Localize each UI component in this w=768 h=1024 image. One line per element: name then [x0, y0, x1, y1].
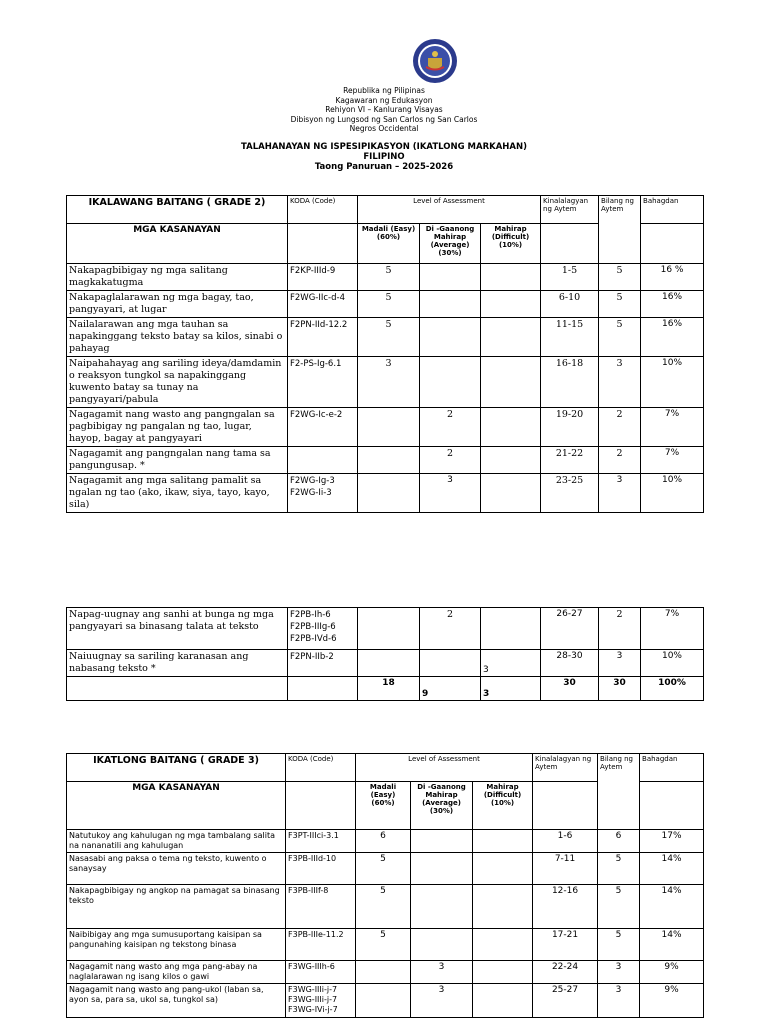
location-cell: 11-15 [541, 318, 599, 357]
easy-cell: 3 [358, 357, 420, 408]
difficult-cell [481, 447, 541, 474]
school-year: Taong Panuruan – 2025-2026 [314, 162, 454, 172]
grade3-table [66, 753, 704, 1018]
easy-cell: 5 [358, 291, 420, 318]
percent-cell: 10% [641, 474, 704, 513]
difficult-cell [481, 264, 541, 291]
easy-cell: 5 [356, 853, 411, 885]
location-cell: 7-11 [533, 853, 598, 885]
location-total: 30 [541, 677, 599, 701]
location-cell: 1-5 [541, 264, 599, 291]
code-cell: F2PN-IId-12.2 [288, 318, 358, 357]
document-title: TALAHANAYAN NG ISPESIPIKASYON (IKATLONG MARKAHAN) [241, 142, 527, 152]
bahagdan-header: Bahagdan [641, 196, 704, 224]
bilang-header: Bilang ng Aytem [598, 754, 640, 830]
grade-title: IKALAWANG BAITANG ( GRADE 2) [67, 196, 288, 224]
difficult-header: Mahirap (Difficult) (10%) [481, 224, 541, 264]
kasanayan-header: MGA KASANAYAN [67, 782, 286, 830]
code-cell: F2-PS-Ig-6.1 [288, 357, 358, 408]
subject-title: FILIPINO [363, 152, 405, 162]
easy-cell [358, 650, 420, 677]
code-cell: F3WG-IIIh-6 [286, 961, 356, 984]
skill-cell: Naibibigay ang mga sumusuportang kaisipan sa pangunahing kaisipan ng tekstong binasa [67, 929, 286, 961]
table-row [67, 650, 704, 677]
count-cell: 6 [598, 830, 640, 853]
easy-cell: 5 [358, 264, 420, 291]
percent-cell: 16% [641, 291, 704, 318]
count-cell: 3 [598, 961, 640, 984]
easy-cell [356, 984, 411, 1018]
percent-cell: 7% [641, 447, 704, 474]
difficult-cell [473, 984, 533, 1018]
koda-header: KODA (Code) [286, 754, 356, 782]
average-header: Di -Gaanong Mahirap (Average) (30%) [411, 782, 473, 830]
table-row [67, 318, 704, 357]
location-cell: 6-10 [541, 291, 599, 318]
average-cell: 3 [411, 961, 473, 984]
location-cell: 22-24 [533, 961, 598, 984]
letterhead-line: Republika ng Pilipinas [343, 86, 425, 95]
average-cell: 2 [420, 447, 481, 474]
count-cell: 3 [598, 984, 640, 1018]
code-cell: F2WG-IIc-d-4 [288, 291, 358, 318]
average-cell: 2 [420, 608, 481, 650]
percent-cell: 7% [641, 408, 704, 447]
totals-row [67, 677, 704, 701]
kinalalagyan-header: Kinalalagyan ng Aytem [541, 196, 599, 224]
location-cell: 23-25 [541, 474, 599, 513]
difficult-cell [481, 318, 541, 357]
count-cell: 3 [599, 474, 641, 513]
skill-cell: Nagagamit nang wasto ang mga pang-abay na naglalarawan ng isang kilos o gawi [67, 961, 286, 984]
table-row [67, 961, 704, 984]
code-cell: F3PB-IIIe-11.2 [286, 929, 356, 961]
location-cell: 26-27 [541, 608, 599, 650]
average-cell [411, 853, 473, 885]
code-cell: F2PN-IIb-2 [288, 650, 358, 677]
grade2-table [66, 195, 704, 513]
average-header: Di -Gaanong Mahirap (Average) (30%) [420, 224, 481, 264]
percent-total: 100% [641, 677, 704, 701]
skill-cell: Nagagamit nang wasto ang pangngalan sa pagbibigay ng pangalan ng tao, lugar, hayop, bagay at pangyayari [67, 408, 288, 447]
count-cell: 5 [599, 318, 641, 357]
average-cell [420, 264, 481, 291]
difficult-header: Mahirap (Difficult) (10%) [473, 782, 533, 830]
average-cell [411, 929, 473, 961]
bahagdan-header: Bahagdan [640, 754, 704, 782]
average-cell: 3 [420, 474, 481, 513]
easy-header: Madali (Easy) (60%) [356, 782, 411, 830]
code-cell: F3WG-IIIi-j-7 F3WG-IIIi-j-7 F3WG-IVi-j-7 [286, 984, 356, 1018]
code-cell [288, 447, 358, 474]
easy-cell: 5 [356, 885, 411, 929]
skill-cell: Nailalarawan ang mga tauhan sa napakinggang teksto batay sa kilos, sinabi o pahayag [67, 318, 288, 357]
skill-cell: Natutukoy ang kahulugan ng mga tambalang salita na nananatili ang kahulugan [67, 830, 286, 853]
table-row [67, 357, 704, 408]
count-cell: 5 [598, 929, 640, 961]
table-row [67, 447, 704, 474]
code-cell: F3PT-IIIci-3.1 [286, 830, 356, 853]
percent-cell: 9% [640, 984, 704, 1018]
level-header: Level of Assessment [356, 754, 533, 782]
difficult-cell [473, 929, 533, 961]
average-cell [420, 357, 481, 408]
percent-cell: 16 % [641, 264, 704, 291]
code-cell: F3PB-IIId-10 [286, 853, 356, 885]
difficult-cell [481, 608, 541, 650]
count-total: 30 [599, 677, 641, 701]
difficult-cell [481, 474, 541, 513]
code-cell: F2WG-Ic-e-2 [288, 408, 358, 447]
location-cell: 19-20 [541, 408, 599, 447]
code-cell: F2PB-Ih-6 F2PB-IIIg-6 F2PB-IVd-6 [288, 608, 358, 650]
percent-cell: 7% [641, 608, 704, 650]
easy-cell: 6 [356, 830, 411, 853]
table-row [67, 929, 704, 961]
easy-cell: 5 [356, 929, 411, 961]
koda-header: KODA (Code) [288, 196, 358, 224]
count-cell: 5 [598, 853, 640, 885]
average-cell [411, 830, 473, 853]
location-cell: 21-22 [541, 447, 599, 474]
percent-cell: 10% [641, 650, 704, 677]
table-row [67, 408, 704, 447]
code-cell: F3PB-IIIf-8 [286, 885, 356, 929]
table-row [67, 291, 704, 318]
average-cell [411, 885, 473, 929]
skill-cell: Naiuugnay sa sariling karanasan ang nabasang teksto * [67, 650, 288, 677]
count-cell: 2 [599, 408, 641, 447]
difficult-cell: 3 [481, 650, 541, 677]
count-cell: 3 [599, 650, 641, 677]
percent-cell: 14% [640, 853, 704, 885]
table-row [67, 264, 704, 291]
table-row [67, 608, 704, 650]
code-cell: F2KP-IIId-9 [288, 264, 358, 291]
location-cell: 28-30 [541, 650, 599, 677]
average-cell: 2 [420, 408, 481, 447]
count-cell: 5 [598, 885, 640, 929]
count-cell: 5 [599, 291, 641, 318]
location-cell: 1-6 [533, 830, 598, 853]
easy-cell [356, 961, 411, 984]
table-row [67, 830, 704, 853]
document-title-block [0, 142, 768, 172]
skill-cell: Naipahahayag ang sariling ideya/damdamin o reaksyon tungkol sa napakinggang kuwento batay sa tunay na pangyayari/pabula [67, 357, 288, 408]
location-cell: 12-16 [533, 885, 598, 929]
easy-cell: 5 [358, 318, 420, 357]
skill-cell: Nakapagbibigay ng angkop na pamagat sa binasang teksto [67, 885, 286, 929]
difficult-cell [473, 961, 533, 984]
letterhead [0, 86, 768, 134]
table-row [67, 853, 704, 885]
difficult-cell [481, 408, 541, 447]
skill-cell: Nagagamit ang mga salitang pamalit sa ngalan ng tao (ako, ikaw, siya, tayo, kayo, sila) [67, 474, 288, 513]
difficult-cell [473, 853, 533, 885]
difficult-total: 3 [481, 677, 541, 701]
table-row [67, 474, 704, 513]
letterhead-line: Dibisyon ng Lungsod ng San Carlos ng San Carlos [290, 114, 478, 124]
difficult-cell [473, 830, 533, 853]
skill-cell: Napag-uugnay ang sanhi at bunga ng mga pangyayari sa binasang talata at teksto [67, 608, 288, 650]
average-cell [420, 291, 481, 318]
code-cell: F2WG-Ig-3 F2WG-Ii-3 [288, 474, 358, 513]
percent-cell: 16% [641, 318, 704, 357]
letterhead-line: Negros Occidental [349, 124, 419, 133]
table-row [67, 984, 704, 1018]
skill-cell: Nasasabi ang paksa o tema ng teksto, kuwento o sanaysay [67, 853, 286, 885]
easy-cell [358, 408, 420, 447]
location-cell: 17-21 [533, 929, 598, 961]
count-cell: 5 [599, 264, 641, 291]
grade-title: IKATLONG BAITANG ( GRADE 3) [67, 754, 286, 782]
percent-cell: 14% [640, 885, 704, 929]
skill-cell: Nagagamit ang pangngalan nang tama sa pangungusap. * [67, 447, 288, 474]
location-cell: 16-18 [541, 357, 599, 408]
easy-cell [358, 608, 420, 650]
level-header: Level of Assessment [358, 196, 541, 224]
deped-seal-logo [412, 38, 458, 84]
skill-cell: Nakapaglalarawan ng mga bagay, tao, pangyayari, at lugar [67, 291, 288, 318]
percent-cell: 14% [640, 929, 704, 961]
table-row [67, 885, 704, 929]
average-cell [420, 650, 481, 677]
count-cell: 2 [599, 608, 641, 650]
kasanayan-header: MGA KASANAYAN [67, 224, 288, 264]
average-cell [420, 318, 481, 357]
grade2-continuation-table [66, 607, 704, 701]
percent-cell: 10% [641, 357, 704, 408]
skill-cell: Nagagamit nang wasto ang pang-ukol (laban sa, ayon sa, para sa, ukol sa, tungkol sa) [67, 984, 286, 1018]
difficult-cell [481, 291, 541, 318]
easy-header: Madali (Easy) (60%) [358, 224, 420, 264]
count-cell: 3 [599, 357, 641, 408]
easy-total: 18 [358, 677, 420, 701]
percent-cell: 9% [640, 961, 704, 984]
average-cell: 3 [411, 984, 473, 1018]
bilang-header: Bilang ng Aytem [599, 196, 641, 264]
percent-cell: 17% [640, 830, 704, 853]
difficult-cell [473, 885, 533, 929]
count-cell: 2 [599, 447, 641, 474]
kinalalagyan-header: Kinalalagyan ng Aytem [533, 754, 598, 782]
easy-cell [358, 474, 420, 513]
letterhead-line: Kagawaran ng Edukasyon [335, 95, 433, 105]
skill-cell: Nakapagbibigay ng mga salitang magkakatugma [67, 264, 288, 291]
difficult-cell [481, 357, 541, 408]
letterhead-line: Rehiyon VI – Kanlurang Visayas [325, 105, 443, 114]
easy-cell [358, 447, 420, 474]
average-total: 9 [420, 677, 481, 701]
location-cell: 25-27 [533, 984, 598, 1018]
